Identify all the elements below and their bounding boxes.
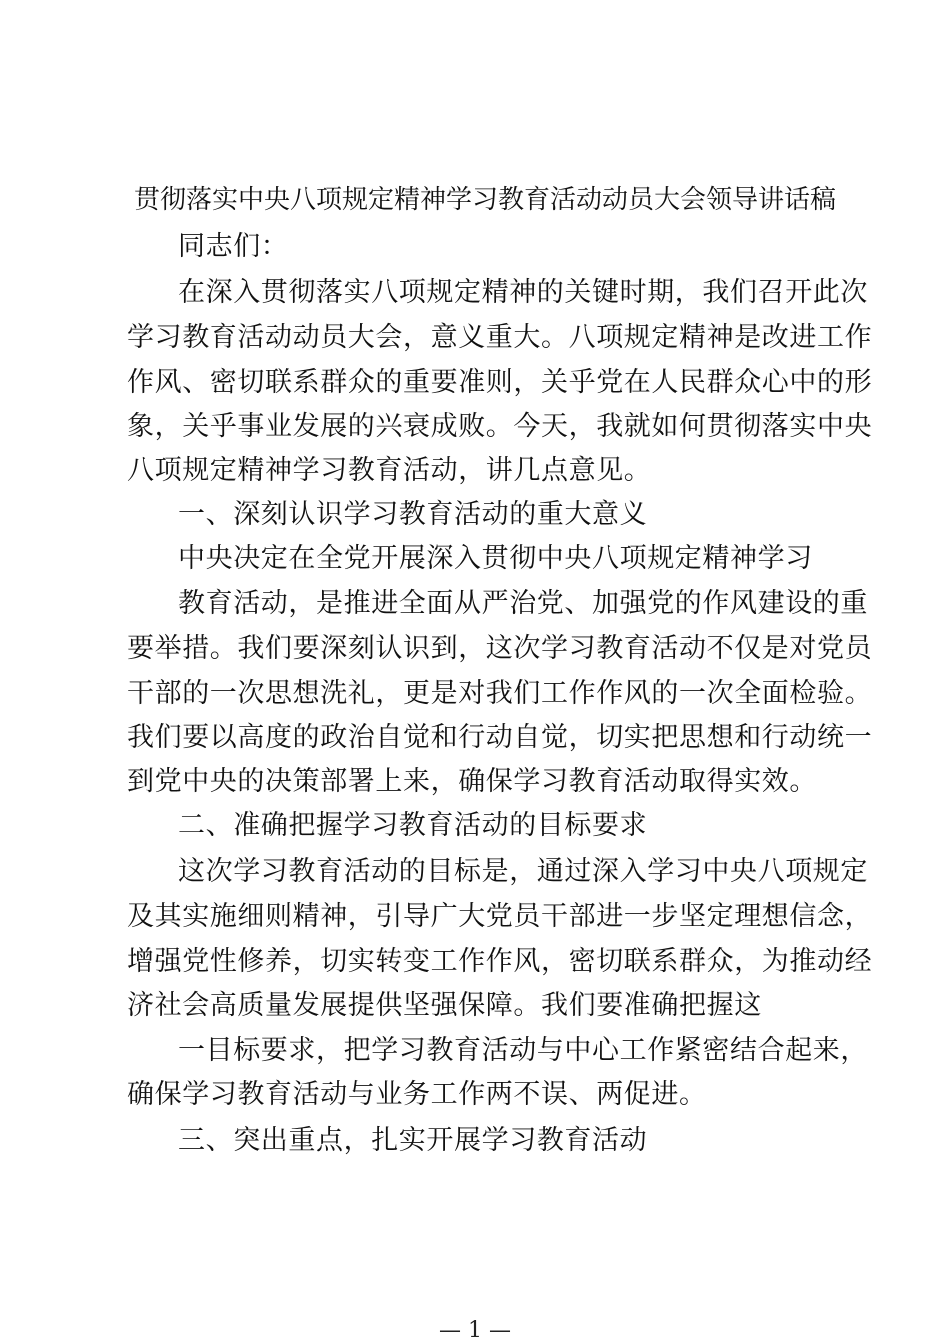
body-line: 确保学习教育活动与业务工作两不误、两促进。 — [127, 1079, 707, 1110]
body-line: 一目标要求，把学习教育活动与中心工作紧密结合起来， — [178, 1035, 868, 1066]
body-line: 教育活动，是推进全面从严治党、加强党的作风建设的重 — [178, 588, 868, 619]
document-title: 贯彻落实中央八项规定精神学习教育活动动员大会领导讲话稿 — [134, 185, 837, 215]
body-line: 学习教育活动动员大会，意义重大。八项规定精神是改进工作 — [127, 322, 873, 353]
body-line: 到党中央的决策部署上来，确保学习教育活动取得实效。 — [127, 766, 817, 797]
body-line: 八项规定精神学习教育活动，讲几点意见。 — [127, 455, 652, 486]
body-line: 及其实施细则精神，引导广大党员干部进一步坚定理想信念， — [127, 901, 873, 932]
body-line: 象，关乎事业发展的兴衰成败。今天，我就如何贯彻落实中央 — [127, 411, 873, 442]
body-line: 干部的一次思想洗礼，更是对我们工作作风的一次全面检验。 — [127, 678, 873, 709]
body-line: 增强党性修养，切实转变工作作风，密切联系群众，为推动经 — [127, 946, 873, 977]
body-line: 济社会高质量发展提供坚强保障。我们要准确把握这 — [127, 990, 762, 1021]
salutation: 同志们： — [178, 231, 289, 262]
body-line: 这次学习教育活动的目标是，通过深入学习中央八项规定 — [178, 856, 868, 887]
body-line: 要举措。我们要深刻认识到，这次学习教育活动不仅是对党员 — [127, 633, 873, 664]
section-heading-3: 三、突出重点，扎实开展学习教育活动 — [178, 1125, 648, 1156]
section-heading-2: 二、准确把握学习教育活动的目标要求 — [178, 810, 648, 841]
body-line: 我们要以高度的政治自觉和行动自觉，切实把思想和行动统一 — [127, 722, 873, 753]
body-line: 中央决定在全党开展深入贯彻中央八项规定精神学习 — [178, 543, 813, 574]
body-line: 在深入贯彻落实八项规定精神的关键时期，我们召开此次 — [178, 277, 868, 308]
section-heading-1: 一、深刻认识学习教育活动的重大意义 — [178, 499, 648, 530]
page-number: — 1 — — [439, 1318, 511, 1343]
body-line: 作风、密切联系群众的重要准则，关乎党在人民群众心中的形 — [127, 367, 873, 398]
